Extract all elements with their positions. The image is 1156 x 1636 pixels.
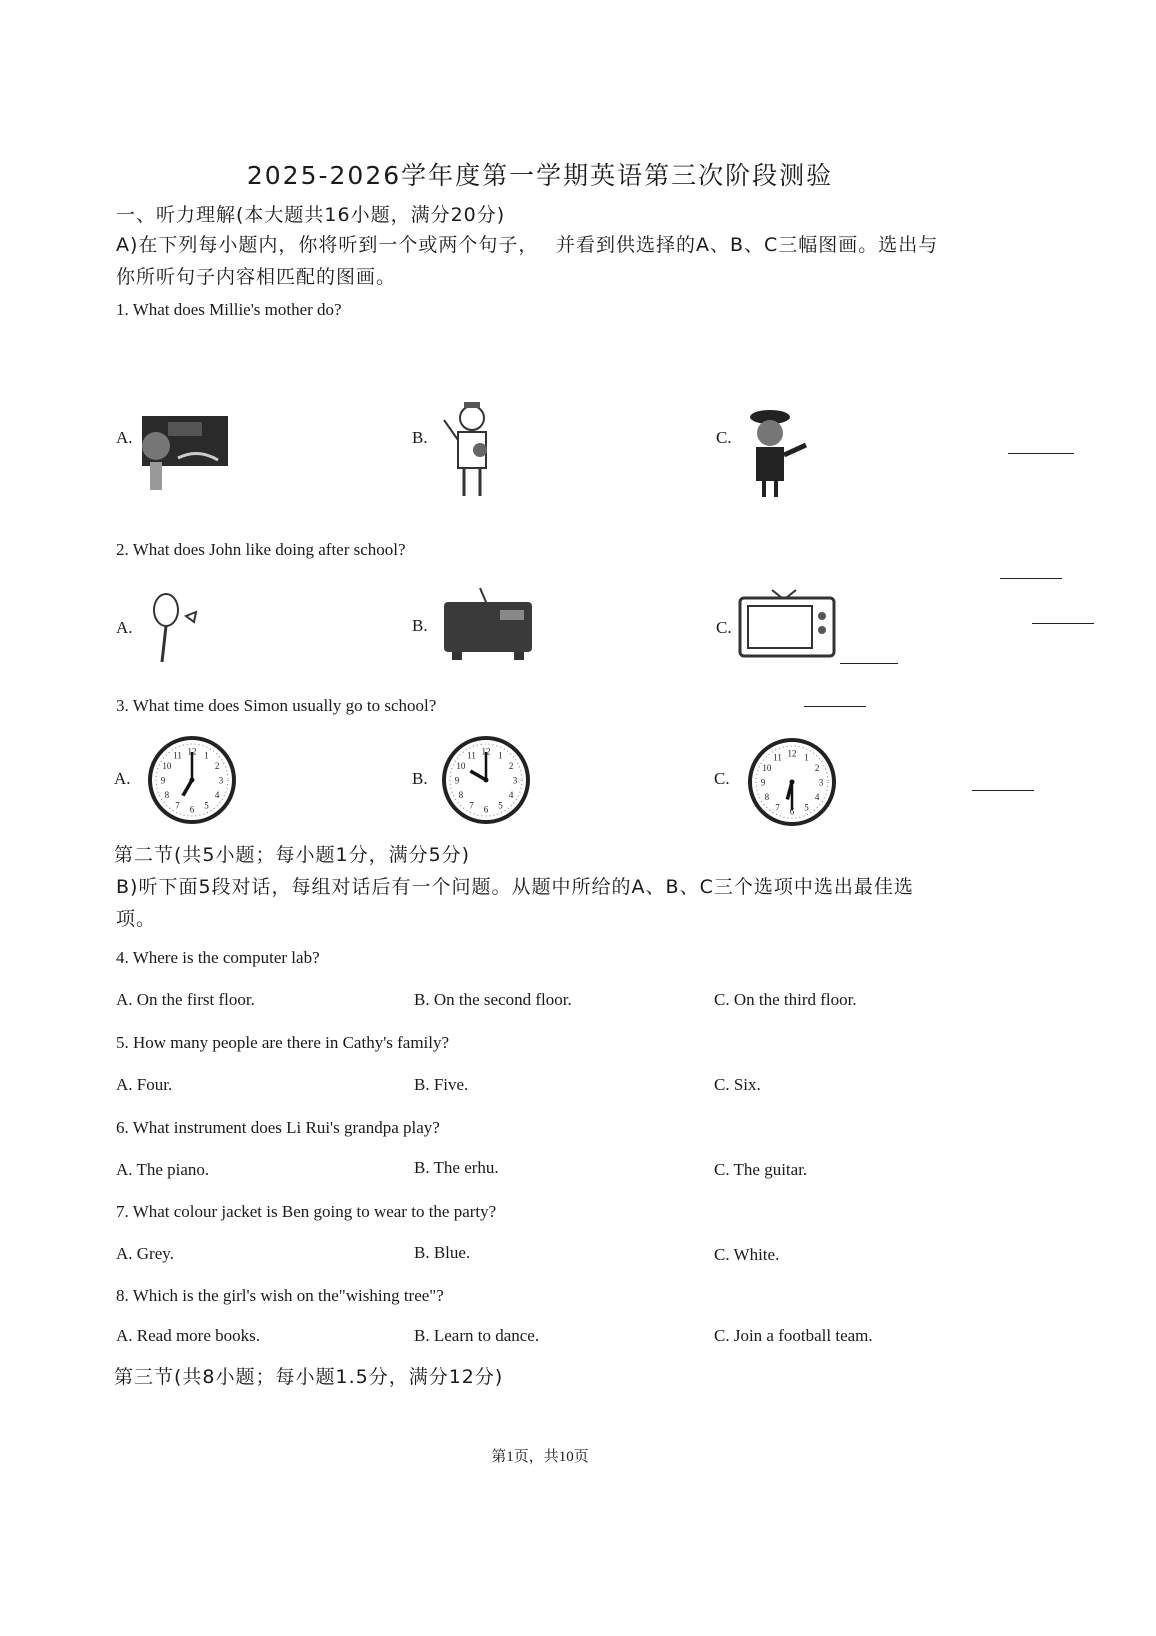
page-footer: 第1页，共10页 <box>491 1449 589 1465</box>
q4-option-a: A. On the first floor. <box>116 990 255 1009</box>
clock-number: 3 <box>818 777 824 788</box>
clock-number: 5 <box>204 800 209 811</box>
q2-option-a-label: A. <box>116 618 133 637</box>
q3-option-c-label: C. <box>714 769 730 788</box>
question-8: 8. Which is the girl's wish on the"wishing tree"? <box>116 1286 444 1305</box>
clock-number: 6 <box>189 804 195 815</box>
q7-option-a: A. Grey. <box>116 1244 174 1263</box>
clock-half-past-six <box>746 736 838 828</box>
clock-number: 1 <box>498 750 503 761</box>
q2-option-b-label: B. <box>412 616 428 635</box>
q2-answer-blank-3[interactable] <box>840 663 898 664</box>
clock-number: 8 <box>164 790 170 800</box>
clock-center <box>190 778 195 783</box>
clock-seven-oclock <box>146 734 238 826</box>
clock-number: 1 <box>804 752 809 763</box>
clock-number: 2 <box>214 761 220 771</box>
question-7: 7. What colour jacket is Ben going to wear to the party? <box>116 1202 497 1221</box>
q7-option-b: B. Blue. <box>414 1243 471 1262</box>
television-picture <box>738 590 838 664</box>
clock-number: 11 <box>467 750 476 761</box>
clock-number: 7 <box>175 800 180 811</box>
clock-number: 12 <box>481 746 491 757</box>
q8-option-a: A. Read more books. <box>116 1326 261 1345</box>
q1-option-c-label: C. <box>716 428 732 447</box>
badminton-racket-picture <box>146 590 206 670</box>
section-a-instruction-line1: A)在下列每小题内，你将听到一个或两个句子， 并看到供选择的A、B、C三幅图画。选出与 <box>116 234 939 256</box>
q2-option-c-label: C. <box>716 618 732 637</box>
section-a-instruction-line2: 你所听句子内容相匹配的图画。 <box>116 266 397 288</box>
question-2: 2. What does John like doing after school? <box>116 540 406 559</box>
q2-answer-blank-1[interactable] <box>1000 578 1062 579</box>
question-4: 4. Where is the computer lab? <box>116 948 320 967</box>
radio-picture <box>440 588 536 666</box>
q8-option-c: C. Join a football team. <box>714 1326 873 1345</box>
question-3: 3. What time does Simon usually go to school? <box>116 696 437 715</box>
clock-number: 4 <box>214 790 220 800</box>
clock-number: 8 <box>458 790 464 800</box>
clock-number: 9 <box>760 777 766 788</box>
clock-center <box>790 780 795 785</box>
part1-heading: 一、听力理解(本大题共16小题，满分20分) <box>116 204 506 226</box>
clock-number: 3 <box>218 775 224 786</box>
clock-number: 10 <box>762 763 772 773</box>
q4-option-c: C. On the third floor. <box>714 990 857 1009</box>
q3-option-a-label: A. <box>114 769 131 788</box>
clock-ten-oclock <box>440 734 532 826</box>
clock-number: 2 <box>814 763 820 773</box>
clock-number: 11 <box>773 752 782 763</box>
q1-option-b-label: B. <box>412 428 428 447</box>
clock-center <box>484 778 489 783</box>
q5-option-a: A. Four. <box>116 1075 173 1094</box>
clock-number: 3 <box>512 775 518 786</box>
clock-number: 6 <box>789 806 795 817</box>
q5-option-c: C. Six. <box>714 1075 761 1094</box>
q1-option-a-label: A. <box>116 428 133 447</box>
page-title: 2025-2026学年度第一学期英语第三次阶段测验 <box>246 161 834 190</box>
clock-number: 1 <box>204 750 209 761</box>
q8-option-b: B. Learn to dance. <box>414 1326 540 1345</box>
policewoman-picture <box>740 405 814 500</box>
clock-number: 7 <box>469 800 474 811</box>
teacher-blackboard-picture <box>138 410 234 500</box>
q6-option-a: A. The piano. <box>116 1160 210 1179</box>
clock-number: 4 <box>508 790 514 800</box>
clock-number: 12 <box>187 746 197 757</box>
clock-number: 7 <box>775 802 780 813</box>
clock-number: 6 <box>483 804 489 815</box>
q5-option-b: B. Five. <box>414 1075 469 1094</box>
clock-number: 5 <box>498 800 503 811</box>
q6-option-b: B. The erhu. <box>414 1158 499 1177</box>
q1-answer-blank[interactable] <box>1008 453 1074 454</box>
clock-number: 12 <box>787 748 797 759</box>
q4-option-b: B. On the second floor. <box>414 990 572 1009</box>
q3-answer-blank-1[interactable] <box>804 706 866 707</box>
q2-answer-blank-2[interactable] <box>1032 623 1094 624</box>
clock-number: 11 <box>173 750 182 761</box>
q6-option-c: C. The guitar. <box>714 1160 808 1179</box>
section2-heading: 第二节(共5小题；每小题1分，满分5分) <box>114 844 471 866</box>
question-1: 1. What does Millie's mother do? <box>116 300 342 319</box>
section-b-instruction-line1: B)听下面5段对话，每组对话后有一个问题。从题中所给的A、B、C三个选项中选出最佳选 <box>116 876 914 898</box>
q3-option-b-label: B. <box>412 769 428 788</box>
clock-number: 10 <box>456 761 466 771</box>
clock-number: 8 <box>764 792 770 802</box>
clock-number: 5 <box>804 802 809 813</box>
q3-answer-blank-2[interactable] <box>972 790 1034 791</box>
clock-number: 4 <box>814 792 820 802</box>
clock-number: 2 <box>508 761 514 771</box>
question-6: 6. What instrument does Li Rui's grandpa play? <box>116 1118 440 1137</box>
doctor-picture <box>436 400 506 500</box>
clock-number: 10 <box>162 761 172 771</box>
question-5: 5. How many people are there in Cathy's family? <box>116 1033 450 1052</box>
section3-heading: 第三节(共8小题；每小题1.5分，满分12分) <box>114 1366 504 1388</box>
section-b-instruction-line2: 项。 <box>116 908 157 930</box>
q7-option-c: C. White. <box>714 1245 780 1264</box>
clock-number: 9 <box>160 775 166 786</box>
clock-number: 9 <box>454 775 460 786</box>
